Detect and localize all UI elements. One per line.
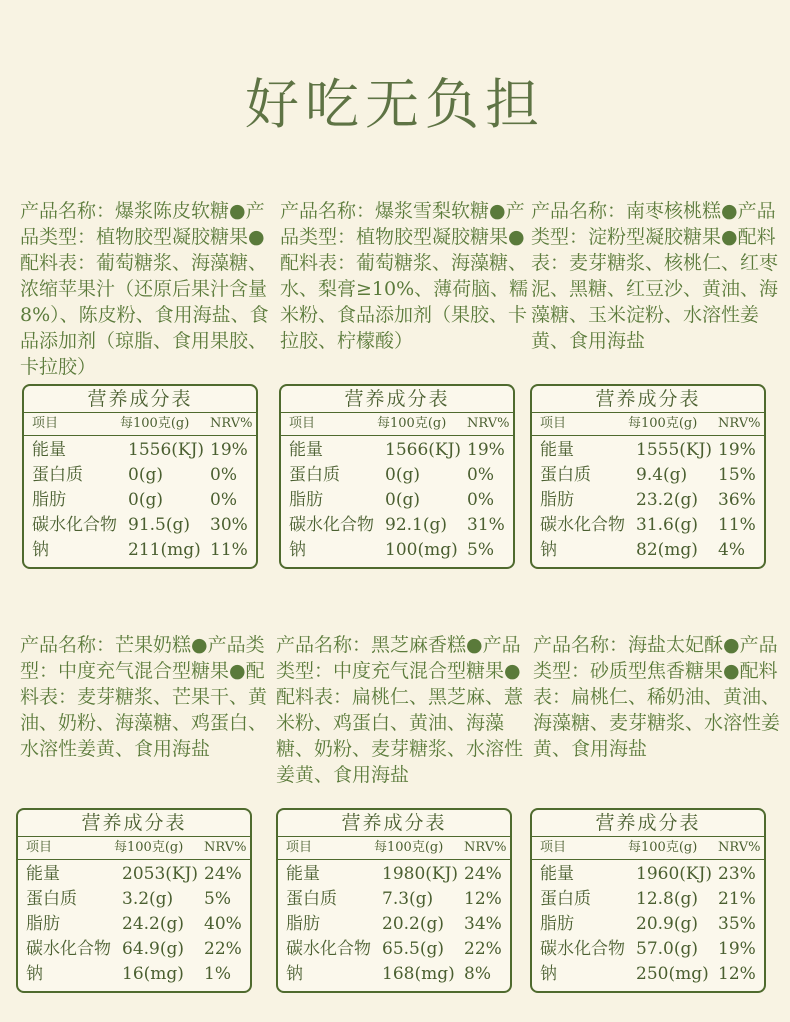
table-row: 蛋白质 12.8(g) 21% (540, 889, 756, 909)
table-row: 蛋白质 7.3(g) 12% (286, 889, 502, 909)
table-row: 钠 168(mg) 8% (286, 964, 491, 984)
nutrition-table-title: 营养成分表 (18, 810, 250, 837)
nutrition-table-title: 营养成分表 (281, 386, 513, 413)
table-row: 碳水化合物 64.9(g) 22% (26, 939, 242, 959)
page-title: 好吃无负担 (245, 73, 545, 136)
nutrition-table (530, 384, 766, 569)
table-row: 脂肪 20.9(g) 35% (540, 914, 756, 934)
nutrition-table-header: 项目 每100克(g) NRV% (281, 413, 513, 436)
nutrition-table-title: 营养成分表 (278, 810, 510, 837)
table-row: 钠 82(mg) 4% (540, 540, 745, 560)
table-row: 钠 100(mg) 5% (289, 540, 494, 560)
product-description: 产品名称：黑芝麻香糕●产品类型：中度充气混合型糖果●配料表：扁桃仁、黑芝麻、薏米粉、鸡蛋白、黄油、海藻糖、奶粉、麦芽糖浆、水溶性姜黄、食用海盐 (276, 634, 524, 786)
nutrition-table-title: 营养成分表 (24, 386, 256, 413)
table-row: 钠 211(mg) 11% (32, 540, 248, 560)
table-row: 脂肪 0(g) 0% (289, 490, 494, 510)
nutrition-table-header: 项目 每100克(g) NRV% (24, 413, 256, 436)
nutrition-table-header: 项目 每100克(g) NRV% (278, 837, 510, 860)
table-row: 钠 250(mg) 12% (540, 964, 756, 984)
table-row: 脂肪 23.2(g) 36% (540, 490, 756, 510)
table-row: 碳水化合物 91.5(g) 30% (32, 515, 248, 535)
nutrition-table-title: 营养成分表 (532, 810, 764, 837)
nutrition-table (530, 808, 766, 993)
table-row: 碳水化合物 57.0(g) 19% (540, 939, 756, 959)
nutrition-table-header: 项目 每100克(g) NRV% (532, 413, 764, 436)
table-row: 蛋白质 3.2(g) 5% (26, 889, 231, 909)
product-description: 产品名称：爆浆陈皮软糖●产品类型：植物胶型凝胶糖果●配料表：葡萄糖浆、海藻糖、浓缩苹果汁（还原后果汁含量8%）、陈皮粉、食用海盐、食品添加剂（琼脂、食用果胶、卡拉胶） (20, 200, 269, 378)
table-row: 能量 2053(KJ) 24% (26, 864, 242, 884)
nutrition-table (22, 384, 258, 569)
table-row: 碳水化合物 92.1(g) 31% (289, 515, 505, 535)
table-row: 能量 1555(KJ) 19% (540, 440, 756, 460)
nutrition-table (276, 808, 512, 993)
product-description: 产品名称：海盐太妃酥●产品类型：砂质型焦香糖果●配料表：扁桃仁、稀奶油、黄油、海藻糖、麦芽糖浆、水溶性姜黄、食用海盐 (533, 634, 781, 760)
nutrition-table-header: 项目 每100克(g) NRV% (18, 837, 250, 860)
product-description: 产品名称：爆浆雪梨软糖●产品类型：植物胶型凝胶糖果●配料表：葡萄糖浆、海藻糖、水、梨膏≥10%、薄荷脑、糯米粉、食品添加剂（果胶、卡拉胶、柠檬酸） (280, 200, 529, 352)
table-row: 钠 16(mg) 1% (26, 964, 231, 984)
table-row: 能量 1960(KJ) 23% (540, 864, 756, 884)
table-row: 碳水化合物 65.5(g) 22% (286, 939, 502, 959)
table-row: 蛋白质 0(g) 0% (32, 465, 237, 485)
table-row: 蛋白质 0(g) 0% (289, 465, 494, 485)
table-row: 碳水化合物 31.6(g) 11% (540, 515, 756, 535)
table-row: 能量 1556(KJ) 19% (32, 440, 248, 460)
nutrition-table (16, 808, 252, 993)
table-row: 脂肪 0(g) 0% (32, 490, 237, 510)
nutrition-table-title: 营养成分表 (532, 386, 764, 413)
nutrition-table (279, 384, 515, 569)
table-row: 脂肪 24.2(g) 40% (26, 914, 242, 934)
table-row: 蛋白质 9.4(g) 15% (540, 465, 756, 485)
product-description: 产品名称：芒果奶糕●产品类型：中度充气混合型糖果●配料表：麦芽糖浆、芒果干、黄油、奶粉、海藻糖、鸡蛋白、水溶性姜黄、食用海盐 (20, 634, 268, 760)
table-row: 脂肪 20.2(g) 34% (286, 914, 502, 934)
nutrition-table-header: 项目 每100克(g) NRV% (532, 837, 764, 860)
table-row: 能量 1566(KJ) 19% (289, 440, 505, 460)
product-description: 产品名称：南枣核桃糕●产品类型：淀粉型凝胶糖果●配料表：麦芽糖浆、核桃仁、红枣泥、黑糖、红豆沙、黄油、海藻糖、玉米淀粉、水溶性姜黄、食用海盐 (531, 200, 779, 352)
table-row: 能量 1980(KJ) 24% (286, 864, 502, 884)
